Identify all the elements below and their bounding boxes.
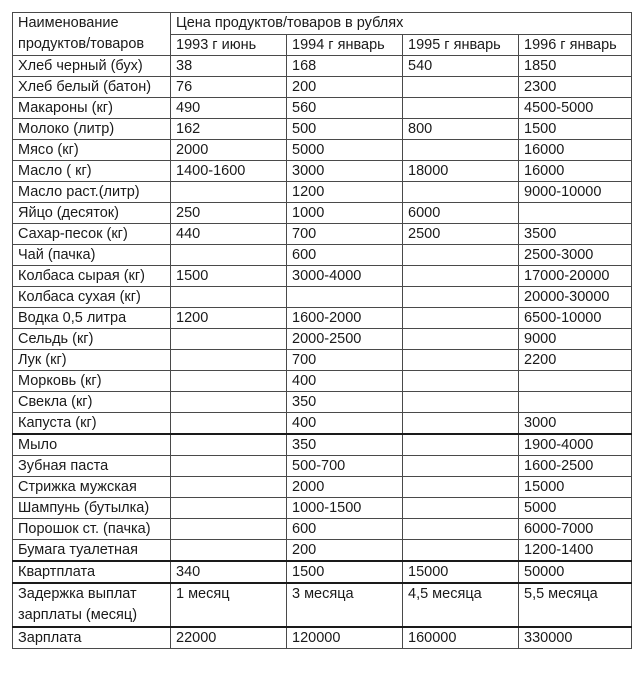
price-cell [171, 329, 287, 350]
period-header: 1995 г январь [403, 34, 519, 56]
price-cell: 9000 [519, 329, 632, 350]
price-cell: 500 [287, 119, 403, 140]
price-cell: 1400-1600 [171, 161, 287, 182]
table-row [13, 56, 632, 77]
price-cell: 5000 [519, 498, 632, 519]
price-cell: 2000 [287, 477, 403, 498]
table-row [13, 413, 632, 435]
table-row [13, 627, 632, 649]
price-cell [171, 350, 287, 371]
price-cell: 540 [403, 56, 519, 77]
price-cell: 6500-10000 [519, 308, 632, 329]
price-cell: 162 [171, 119, 287, 140]
price-cell: 50000 [519, 561, 632, 583]
price-cell: 600 [287, 245, 403, 266]
table-row [13, 98, 632, 119]
table-row [13, 350, 632, 371]
item-name-cell: Свекла (кг) [13, 392, 171, 413]
price-cell: 440 [171, 224, 287, 245]
price-cell [171, 456, 287, 477]
table-row [13, 434, 632, 456]
price-cell [403, 308, 519, 329]
price-cell: 600 [287, 519, 403, 540]
name-column-header: Наименование продуктов/товаров [13, 13, 171, 56]
table-row [13, 519, 632, 540]
price-cell: 1600-2500 [519, 456, 632, 477]
price-cell: 20000-30000 [519, 287, 632, 308]
table-row [13, 224, 632, 245]
item-name-cell: Задержка выплат зарплаты (месяц) [13, 583, 171, 627]
price-table [12, 12, 632, 649]
price-cell: 1850 [519, 56, 632, 77]
price-cell: 5,5 месяца [519, 583, 632, 627]
price-cell: 700 [287, 350, 403, 371]
price-cell [403, 477, 519, 498]
price-cell: 400 [287, 371, 403, 392]
item-name-cell: Бумага туалетная [13, 540, 171, 562]
price-cell: 250 [171, 203, 287, 224]
price-cell: 350 [287, 392, 403, 413]
price-cell: 22000 [171, 627, 287, 649]
price-cell: 2200 [519, 350, 632, 371]
price-cell: 560 [287, 98, 403, 119]
price-cell [287, 287, 403, 308]
table-row [13, 119, 632, 140]
price-cell [403, 98, 519, 119]
price-cell: 3000 [287, 161, 403, 182]
item-name-cell: Шампунь (бутылка) [13, 498, 171, 519]
price-cell: 500-700 [287, 456, 403, 477]
table-row [13, 287, 632, 308]
price-table-container [12, 12, 632, 649]
item-name-cell: Сельдь (кг) [13, 329, 171, 350]
price-cell: 700 [287, 224, 403, 245]
period-header: 1996 г январь [519, 34, 632, 56]
table-row [13, 161, 632, 182]
price-cell: 120000 [287, 627, 403, 649]
price-cell: 3000-4000 [287, 266, 403, 287]
price-cell: 330000 [519, 627, 632, 649]
price-cell: 6000-7000 [519, 519, 632, 540]
table-row [13, 456, 632, 477]
table-row [13, 140, 632, 161]
table-row [13, 245, 632, 266]
price-cell [403, 140, 519, 161]
price-cell: 4500-5000 [519, 98, 632, 119]
price-cell [171, 371, 287, 392]
price-cell [403, 287, 519, 308]
price-cell [403, 456, 519, 477]
price-cell [171, 434, 287, 456]
item-name-cell: Хлеб белый (батон) [13, 77, 171, 98]
table-row [13, 477, 632, 498]
item-name-cell: Чай (пачка) [13, 245, 171, 266]
period-header: 1994 г январь [287, 34, 403, 56]
item-name-cell: Макароны (кг) [13, 98, 171, 119]
item-name-cell: Мыло [13, 434, 171, 456]
price-cell [171, 477, 287, 498]
price-cell: 1200-1400 [519, 540, 632, 562]
price-cell: 5000 [287, 140, 403, 161]
price-cell: 3 месяца [287, 583, 403, 627]
price-cell [171, 245, 287, 266]
price-cell [403, 182, 519, 203]
price-cell [403, 498, 519, 519]
price-cell: 800 [403, 119, 519, 140]
item-name-cell: Колбаса сырая (кг) [13, 266, 171, 287]
price-cell: 340 [171, 561, 287, 583]
table-row [13, 371, 632, 392]
item-name-cell: Порошок ст. (пачка) [13, 519, 171, 540]
price-cell: 6000 [403, 203, 519, 224]
price-cell: 168 [287, 56, 403, 77]
table-row [13, 266, 632, 287]
price-cell: 350 [287, 434, 403, 456]
price-cell [519, 203, 632, 224]
item-name-cell: Масло ( кг) [13, 161, 171, 182]
item-name-cell: Яйцо (десяток) [13, 203, 171, 224]
header-row-1 [13, 13, 632, 35]
price-cell [403, 371, 519, 392]
price-cell: 490 [171, 98, 287, 119]
price-cell: 38 [171, 56, 287, 77]
price-cell: 16000 [519, 161, 632, 182]
table-row [13, 329, 632, 350]
price-cell [403, 245, 519, 266]
price-cell [171, 182, 287, 203]
price-cell: 1600-2000 [287, 308, 403, 329]
item-name-cell: Морковь (кг) [13, 371, 171, 392]
price-cell: 200 [287, 77, 403, 98]
price-cell: 3000 [519, 413, 632, 435]
price-cell: 2300 [519, 77, 632, 98]
item-name-cell: Водка 0,5 литра [13, 308, 171, 329]
price-cell: 200 [287, 540, 403, 562]
price-cell: 15000 [403, 561, 519, 583]
price-cell [403, 329, 519, 350]
item-name-cell: Масло раст.(литр) [13, 182, 171, 203]
item-name-cell: Сахар-песок (кг) [13, 224, 171, 245]
price-cell: 1000 [287, 203, 403, 224]
price-cell: 1500 [171, 266, 287, 287]
price-cell: 76 [171, 77, 287, 98]
price-cell: 1500 [519, 119, 632, 140]
item-name-cell: Квартплата [13, 561, 171, 583]
price-cell [403, 519, 519, 540]
price-cell [171, 413, 287, 435]
price-cell [171, 287, 287, 308]
price-cell: 1200 [171, 308, 287, 329]
price-cell [171, 540, 287, 562]
table-row [13, 308, 632, 329]
price-cell [403, 413, 519, 435]
item-name-cell: Зубная паста [13, 456, 171, 477]
price-cell: 1500 [287, 561, 403, 583]
price-cell: 9000-10000 [519, 182, 632, 203]
item-name-cell: Молоко (литр) [13, 119, 171, 140]
price-cell: 1000-1500 [287, 498, 403, 519]
price-cell [403, 434, 519, 456]
item-name-cell: Хлеб черный (бух) [13, 56, 171, 77]
table-row [13, 203, 632, 224]
table-row [13, 561, 632, 583]
item-name-cell: Капуста (кг) [13, 413, 171, 435]
table-row [13, 583, 632, 627]
item-name-cell: Лук (кг) [13, 350, 171, 371]
price-cell [171, 519, 287, 540]
table-row [13, 498, 632, 519]
price-cell: 18000 [403, 161, 519, 182]
price-cell [403, 266, 519, 287]
table-row [13, 77, 632, 98]
price-cell [171, 392, 287, 413]
item-name-cell: Колбаса сухая (кг) [13, 287, 171, 308]
price-cell: 16000 [519, 140, 632, 161]
price-cell: 2000-2500 [287, 329, 403, 350]
price-cell: 17000-20000 [519, 266, 632, 287]
price-cell [171, 498, 287, 519]
table-row [13, 392, 632, 413]
item-name-cell: Мясо (кг) [13, 140, 171, 161]
price-cell [519, 392, 632, 413]
price-cell: 1900-4000 [519, 434, 632, 456]
price-group-header: Цена продуктов/товаров в рублях [171, 13, 632, 35]
price-cell [403, 540, 519, 562]
price-cell: 1200 [287, 182, 403, 203]
table-row [13, 540, 632, 562]
period-header: 1993 г июнь [171, 34, 287, 56]
item-name-cell: Стрижка мужская [13, 477, 171, 498]
price-cell: 4,5 месяца [403, 583, 519, 627]
price-cell: 2500 [403, 224, 519, 245]
price-cell: 160000 [403, 627, 519, 649]
price-cell: 2000 [171, 140, 287, 161]
price-cell: 1 месяц [171, 583, 287, 627]
price-cell: 15000 [519, 477, 632, 498]
price-cell [403, 392, 519, 413]
price-cell: 3500 [519, 224, 632, 245]
price-cell: 2500-3000 [519, 245, 632, 266]
table-row [13, 182, 632, 203]
item-name-cell: Зарплата [13, 627, 171, 649]
price-cell [403, 77, 519, 98]
price-cell: 400 [287, 413, 403, 435]
price-cell [519, 371, 632, 392]
price-cell [403, 350, 519, 371]
